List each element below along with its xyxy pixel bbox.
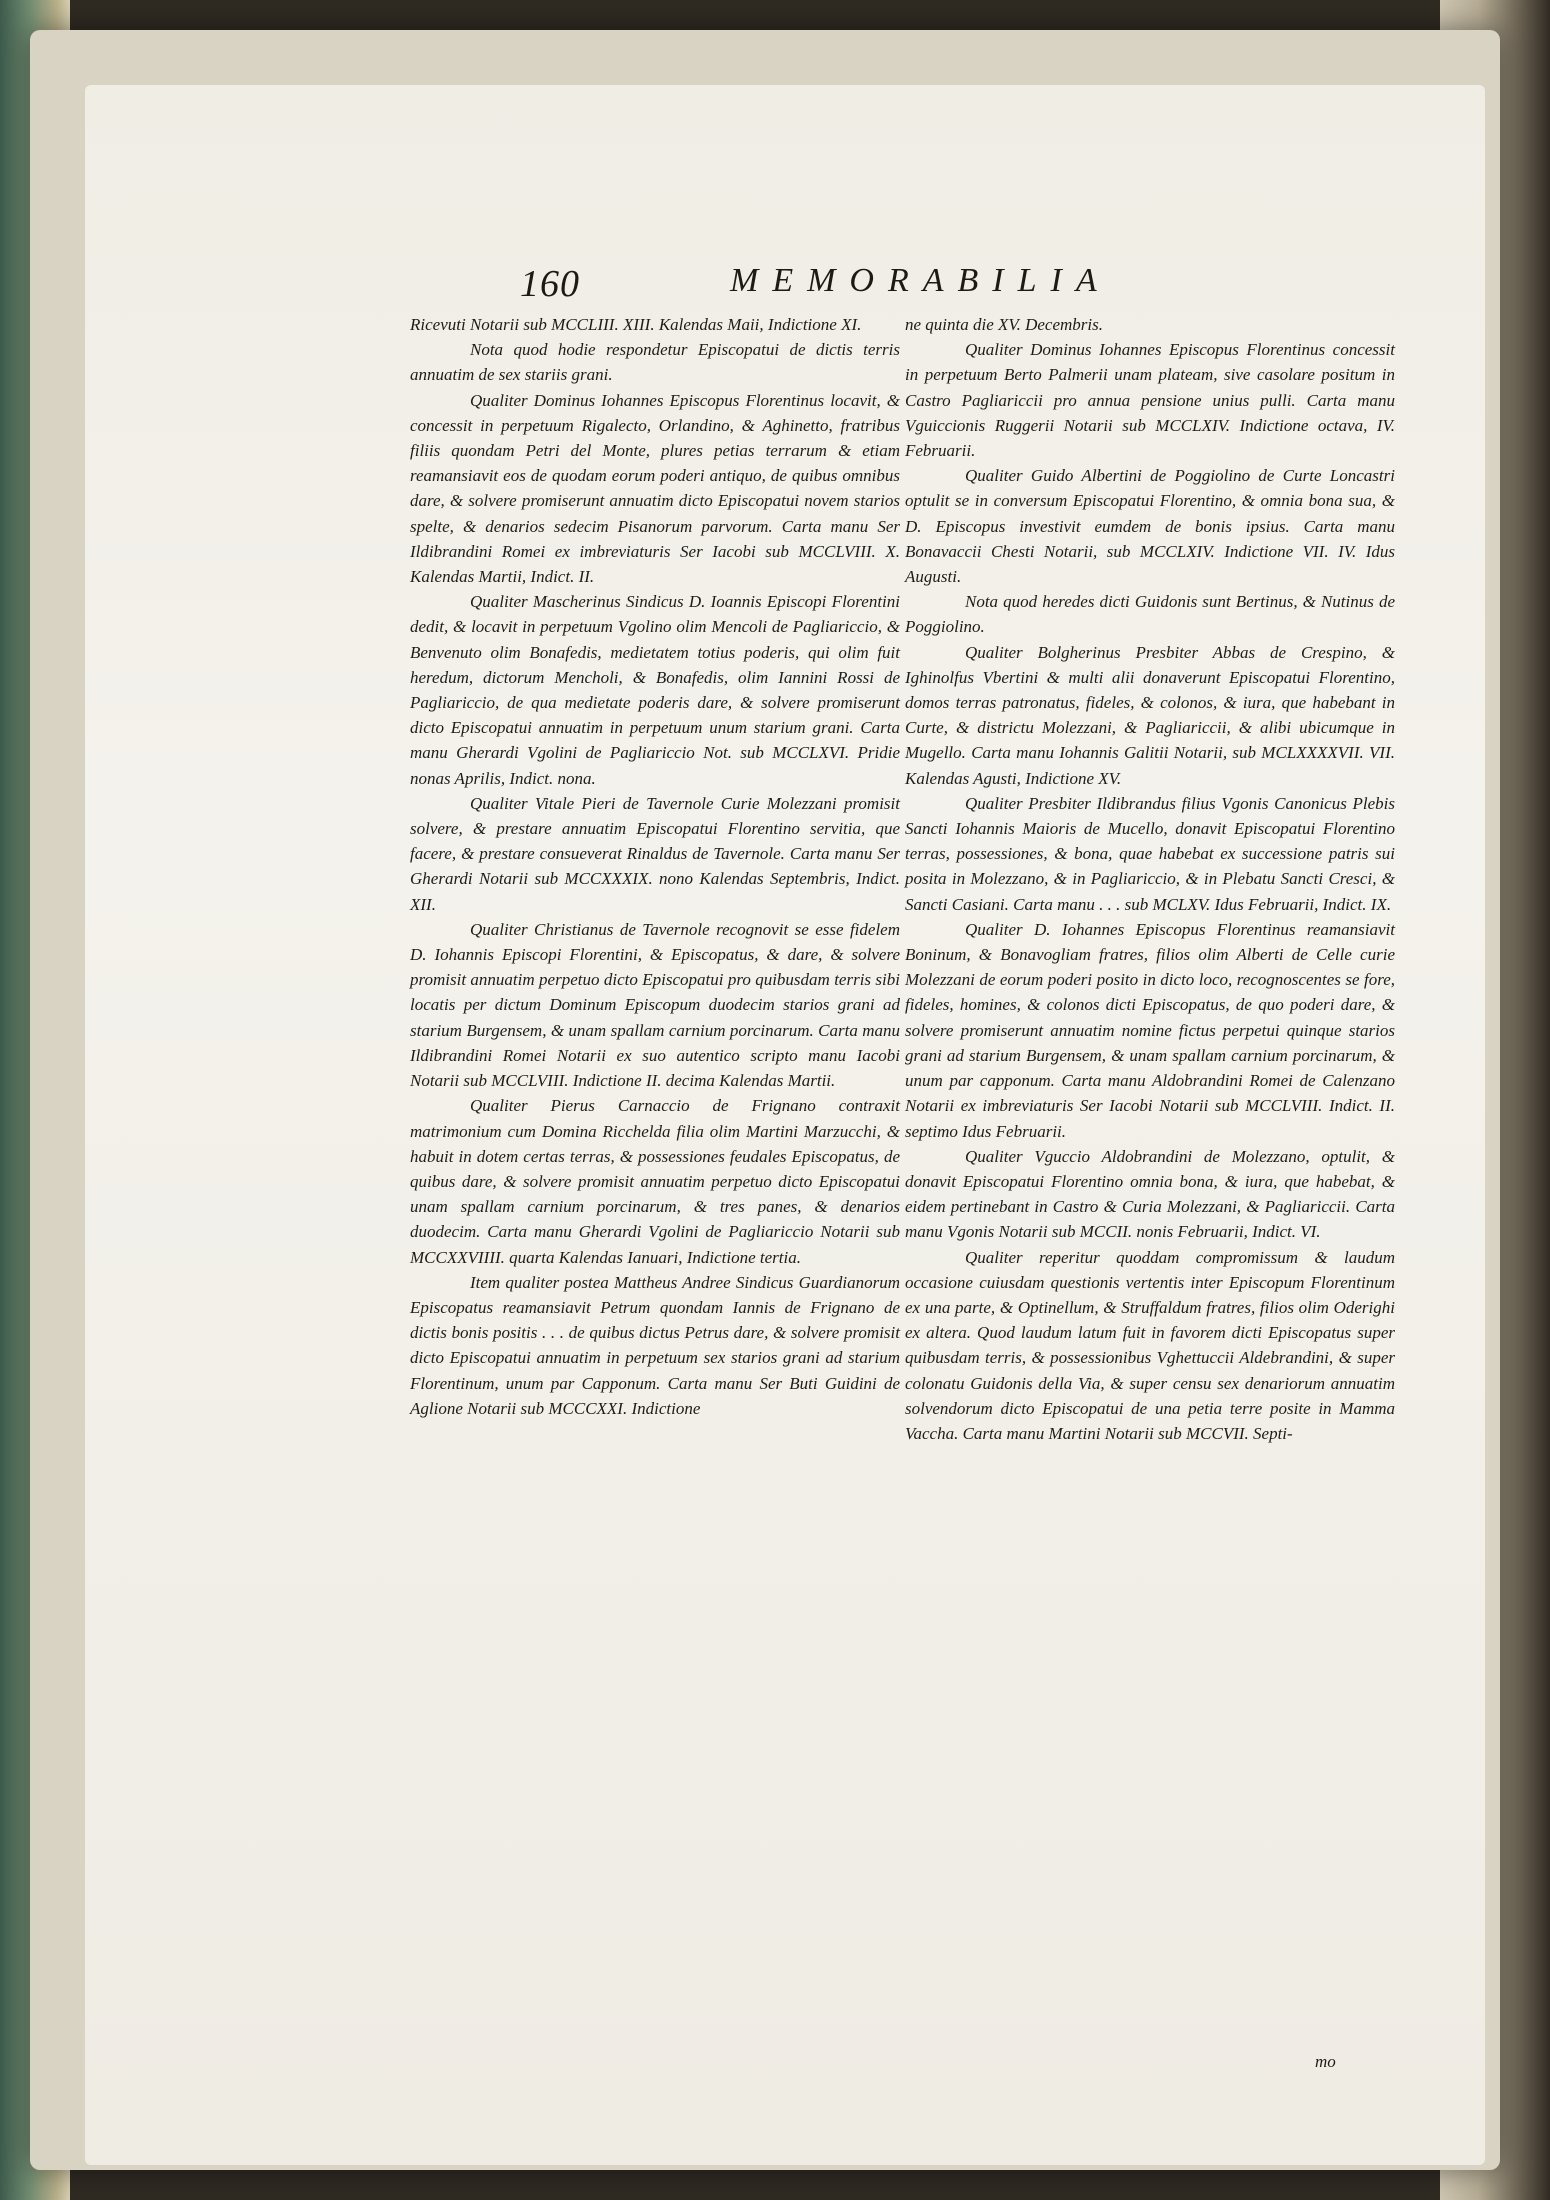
paragraph: Qualiter Vguccio Aldobrandini de Molezzano, optulit, & donavit Episcopatui Florentino omnia bona, & iura, que habebat, & eidem pertinebant in Castro & Curia Molezzani, & Pagliariccii. Carta manu Vgonis Notarii sub MCCII. nonis Februarii, Indict. VI. <box>905 1146 1395 1242</box>
paragraph: Item qualiter postea Mattheus Andree Sindicus Guardianorum Episcopatus reamansiavit Petrum quondam Iannis de Frignano de dictis bonis positis . . . de quibus dictus Petrus dare, & solvere promisit dicto Episcopatui annuatim in perpetuum sex starios grani ad starium Florentinum, unum par Capponum. Carta manu Ser Buti Guidini de Aglione Notarii sub MCCCXXI. Indictione <box>410 1272 900 1418</box>
paragraph: Nota quod hodie respondetur Episcopatui de dictis terris annuatim de sex stariis grani. <box>410 340 900 385</box>
paragraph: Qualiter Guido Albertini de Poggiolino de Curte Loncastri optulit se in conversum Episcopatui Florentino, & omnia bona sua, & D. Episcopus investivit eumdem de bonis ipsius. Carta manu Bonavaccii Chesti Notarii, sub MCCLXIV. Indictione VII. IV. Idus Augusti. <box>905 466 1395 587</box>
paragraph: Ricevuti Notarii sub MCCLIII. XIII. Kalendas Maii, Indictione XI. <box>410 315 862 334</box>
paragraph: Nota quod heredes dicti Guidonis sunt Bertinus, & Nutinus de Poggiolino. <box>905 592 1395 637</box>
right-column <box>905 312 1395 1446</box>
left-column <box>410 312 900 1421</box>
paragraph: Qualiter Vitale Pieri de Tavernole Curie Molezzani promisit solvere, & prestare annuatim Episcopatui Florentino servitia, que facere, & prestare consueverat Rinaldus de Tavernole. Carta manu Ser Gherardi Notarii sub MCCXXXIX. nono Kalendas Septembris, Indict. XII. <box>410 793 900 914</box>
paragraph: Qualiter Presbiter Ildibrandus filius Vgonis Canonicus Plebis Sancti Iohannis Maioris de Mucello, donavit Episcopatui Florentino terras, possessiones, & bona, quae habebat ex successione patris sui posita in Molezzano, & in Pagliariccio, & in Plebatu Sancti Cresci, & Sancti Casiani. Carta manu . . . sub MCLXV. Idus Februarii, Indict. IX. <box>905 793 1395 914</box>
paragraph: Qualiter Christianus de Tavernole recognovit se esse fidelem D. Iohannis Episcopi Florentini, & Episcopatus, & dare, & solvere promisit annuatim perpetuo dicto Episcopatui pro quibusdam terris sibi locatis per dictum Dominum Episcopum duodecim starios grani ad starium Burgensem, & unam spallam carnium porcinarum. Carta manu Ildibrandini Romei Notarii ex suo autentico scripto manu Iacobi Notarii sub MCCLVIII. Indictione II. decima Kalendas Martii. <box>410 919 900 1091</box>
paragraph: ne quinta die XV. Decembris. <box>905 315 1103 334</box>
paragraph: Qualiter Pierus Carnaccio de Frignano contraxit matrimonium cum Domina Ricchelda filia olim Martini Marzucchi, & habuit in dotem certas terras, & possessiones feudales Episcopatus, de quibus dare, & solvere promisit annuatim perpetuo dicto Episcopatui unam spallam carnium porcinarum, & tres panes, & denarios duodecim. Carta manu Gherardi Vgolini de Pagliariccio Notarii sub MCCXXVIIII. quarta Kalendas Ianuari, Indictione tertia. <box>410 1096 900 1267</box>
page-number: 160 <box>520 263 580 305</box>
catchword: mo <box>1315 2052 1336 2071</box>
running-title: MEMORABILIA <box>730 262 1111 299</box>
paragraph: Qualiter Bolgherinus Presbiter Abbas de Crespino, & Ighinolfus Vbertini & multi alii donaverunt Episcopatui Florentino, domos terras patronatus, fideles, & colonos, & iura, que habebant in Curte, & districtu Molezzani, & Pagliariccii, & alibi ubicumque in Mugello. Carta manu Iohannis Galitii Notarii, sub MCLXXXXVII. VII. Kalendas Agusti, Indictione XV. <box>905 642 1395 788</box>
paragraph: Qualiter Dominus Iohannes Episcopus Florentinus locavit, & concessit in perpetuum Rigalecto, Orlandino, & Aghinetto, fratribus filiis quondam Petri del Monte, plures petias terrarum & etiam reamansiavit eos de quodam eorum poderi antiquo, de quibus omnibus dare, & solvere promiserunt annuatim dicto Episcopatui novem starios spelte, & denarios sedecim Pisanorum parvorum. Carta manu Ser Ildibrandini Romei ex imbreviaturis Ser Iacobi sub MCCLVIII. X. Kalendas Martii, Indict. II. <box>410 390 900 587</box>
paragraph: Qualiter reperitur quoddam compromissum & laudum occasione cuiusdam questionis vertentis inter Episcopum Florentinum ex una parte, & Optinellum, & Struffaldum fratres, filios olim Oderighi ex altera. Quod laudum latum fuit in favorem dicti Episcopatus super quibusdam terris, & possessionibus Vghettuccii Aldebrandini, & super colonatu Guidonis della Via, & super censu sex denariorum annuatim solvendorum dicto Episcopatui de una petia terre posite in Mamma Vaccha. Carta manu Martini Notarii sub MCCVII. Septi- <box>905 1247 1395 1443</box>
paragraph: Qualiter Mascherinus Sindicus D. Ioannis Episcopi Florentini dedit, & locavit in perpetuum Vgolino olim Mencoli de Pagliariccio, & Benvenuto olim Bonafedis, medietatem totius poderis, qui olim fuit heredum, dictorum Mencholi, & Bonafedis, olim Iannini Rossi de Pagliariccio, de qua medietate poderis dare, & solvere promiserunt dicto Episcopatui annuatim in perpetuum unum starium grani. Carta manu Gherardi Vgolini de Pagliariccio Not. sub MCCLXVI. Pridie nonas Aprilis, Indict. nona. <box>410 592 900 788</box>
paragraph: Qualiter D. Iohannes Episcopus Florentinus reamansiavit Boninum, & Bonavogliam fratres, filios olim Alberti de Celle curie Molezzani de eorum poderi posito in dicto loco, recognoscentes se fore, fideles, homines, & colonos dicti Episcopatus, de quo poderi dare, & solvere promiserunt annuatim nomine fictus perpetui quinque starios grani ad starium Burgensem, & unam spallam carnium porcinarum, & unum par capponum. Carta manu Aldobrandini Romei de Calenzano Notarii ex imbreviaturis Ser Iacobi Notarii sub MCCLVIII. Indict. II. septimo Idus Februarii. <box>905 919 1395 1141</box>
paragraph: Qualiter Dominus Iohannes Episcopus Florentinus concessit in perpetuum Berto Palmerii unam plateam, sive casolare positum in Castro Pagliariccii pro annua pensione unius pulli. Carta manu Vguiccionis Ruggerii Notarii sub MCCLXIV. Indictione octava, IV. Februarii. <box>905 340 1395 461</box>
page-header <box>520 262 1340 310</box>
